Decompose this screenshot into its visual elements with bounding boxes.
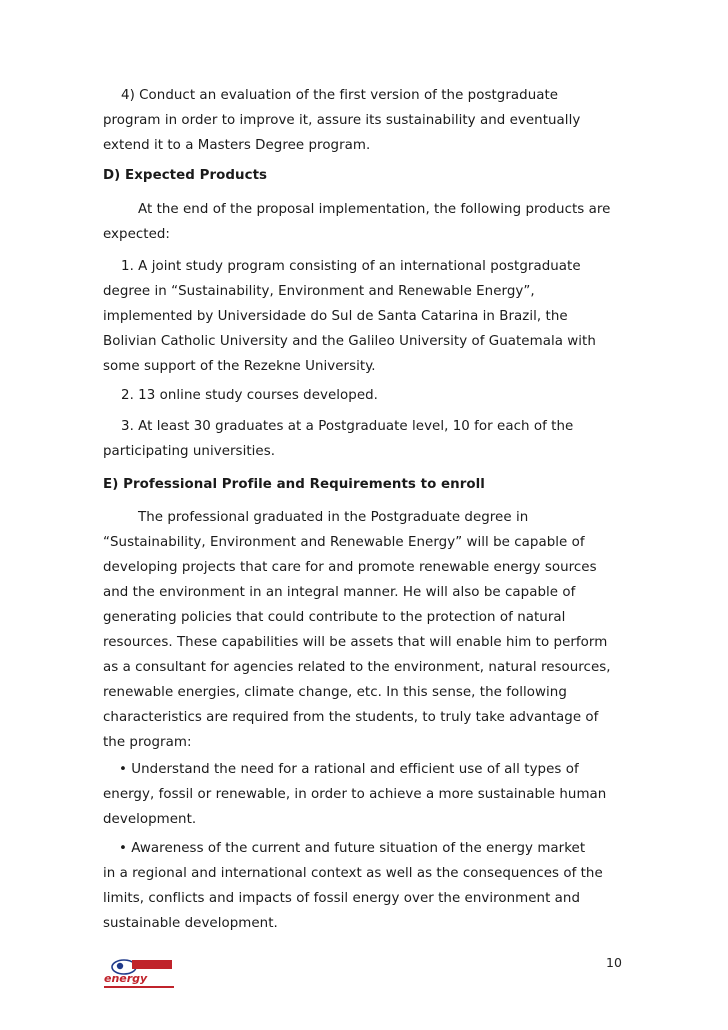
list-item-line: 1. A joint study program consisting of an international postgraduate (121, 259, 581, 274)
bullet-line: • Understand the need for a rational and efficient use of all types of (119, 762, 579, 777)
bullet-line: sustainable development. (103, 916, 278, 931)
list-item-line: extend it to a Masters Degree program. (103, 138, 371, 153)
list-item-line: 4) Conduct an evaluation of the first version of the postgraduate (121, 88, 559, 103)
bullet-item-2 (103, 836, 623, 936)
paragraph-line: “Sustainability, Environment and Renewable Energy” will be capable of (103, 535, 585, 550)
paragraph-line: generating policies that could contribute to the protection of natural (103, 610, 566, 625)
paragraph-line: the program: (103, 735, 192, 750)
paragraph-line: At the end of the proposal implementation, the following products are (138, 202, 611, 217)
paragraph-line: renewable energies, climate change, etc. In this sense, the following (103, 685, 567, 700)
logo-text: energy (104, 972, 148, 985)
list-item-line: degree in “Sustainability, Environment and Renewable Energy”, (103, 284, 535, 299)
section-e-paragraph (103, 505, 623, 755)
logo-bar (132, 960, 172, 969)
list-item-3 (103, 414, 623, 464)
paragraph-line: The professional graduated in the Postgraduate degree in (138, 510, 529, 525)
paragraph-line: expected: (103, 227, 170, 242)
section-heading-d: D) Expected Products (103, 168, 268, 183)
list-item-line: program in order to improve it, assure its sustainability and eventually (103, 113, 581, 128)
page-number: 10 (606, 955, 622, 970)
paragraph-line: characteristics are required from the students, to truly take advantage of (103, 710, 599, 725)
list-item-line: implemented by Universidade do Sul de Santa Catarina in Brazil, the (103, 309, 568, 324)
paragraph-line: developing projects that care for and promote renewable energy sources (103, 560, 597, 575)
list-item-line: 3. At least 30 graduates at a Postgraduate level, 10 for each of the (121, 419, 574, 434)
list-item-line: 2. 13 online study courses developed. (121, 388, 378, 403)
bullet-line: development. (103, 812, 197, 827)
paragraph-line: and the environment in an integral manner. He will also be capable of (103, 585, 576, 600)
bullet-line: in a regional and international context as well as the consequences of the (103, 866, 603, 881)
footer-logo (102, 957, 176, 991)
list-item-2 (103, 383, 623, 408)
bullet-line: energy, fossil or renewable, in order to achieve a more sustainable human (103, 787, 607, 802)
list-item-line: participating universities. (103, 444, 276, 459)
paragraph-line: as a consultant for agencies related to the environment, natural resources, (103, 660, 611, 675)
paragraph-line: resources. These capabilities will be assets that will enable him to perform (103, 635, 608, 650)
bullet-item-1 (103, 757, 623, 832)
section-d-intro (103, 197, 623, 247)
logo-underline (104, 986, 174, 988)
list-item-4 (103, 83, 623, 158)
bullet-line: limits, conflicts and impacts of fossil energy over the environment and (103, 891, 581, 906)
logo-dot (117, 963, 123, 969)
list-item-1 (103, 254, 623, 379)
bullet-line: • Awareness of the current and future situation of the energy market (119, 841, 586, 856)
list-item-line: Bolivian Catholic University and the Galileo University of Guatemala with (103, 334, 596, 349)
section-heading-e: E) Professional Profile and Requirements to enroll (103, 477, 485, 492)
list-item-line: some support of the Rezekne University. (103, 359, 376, 374)
